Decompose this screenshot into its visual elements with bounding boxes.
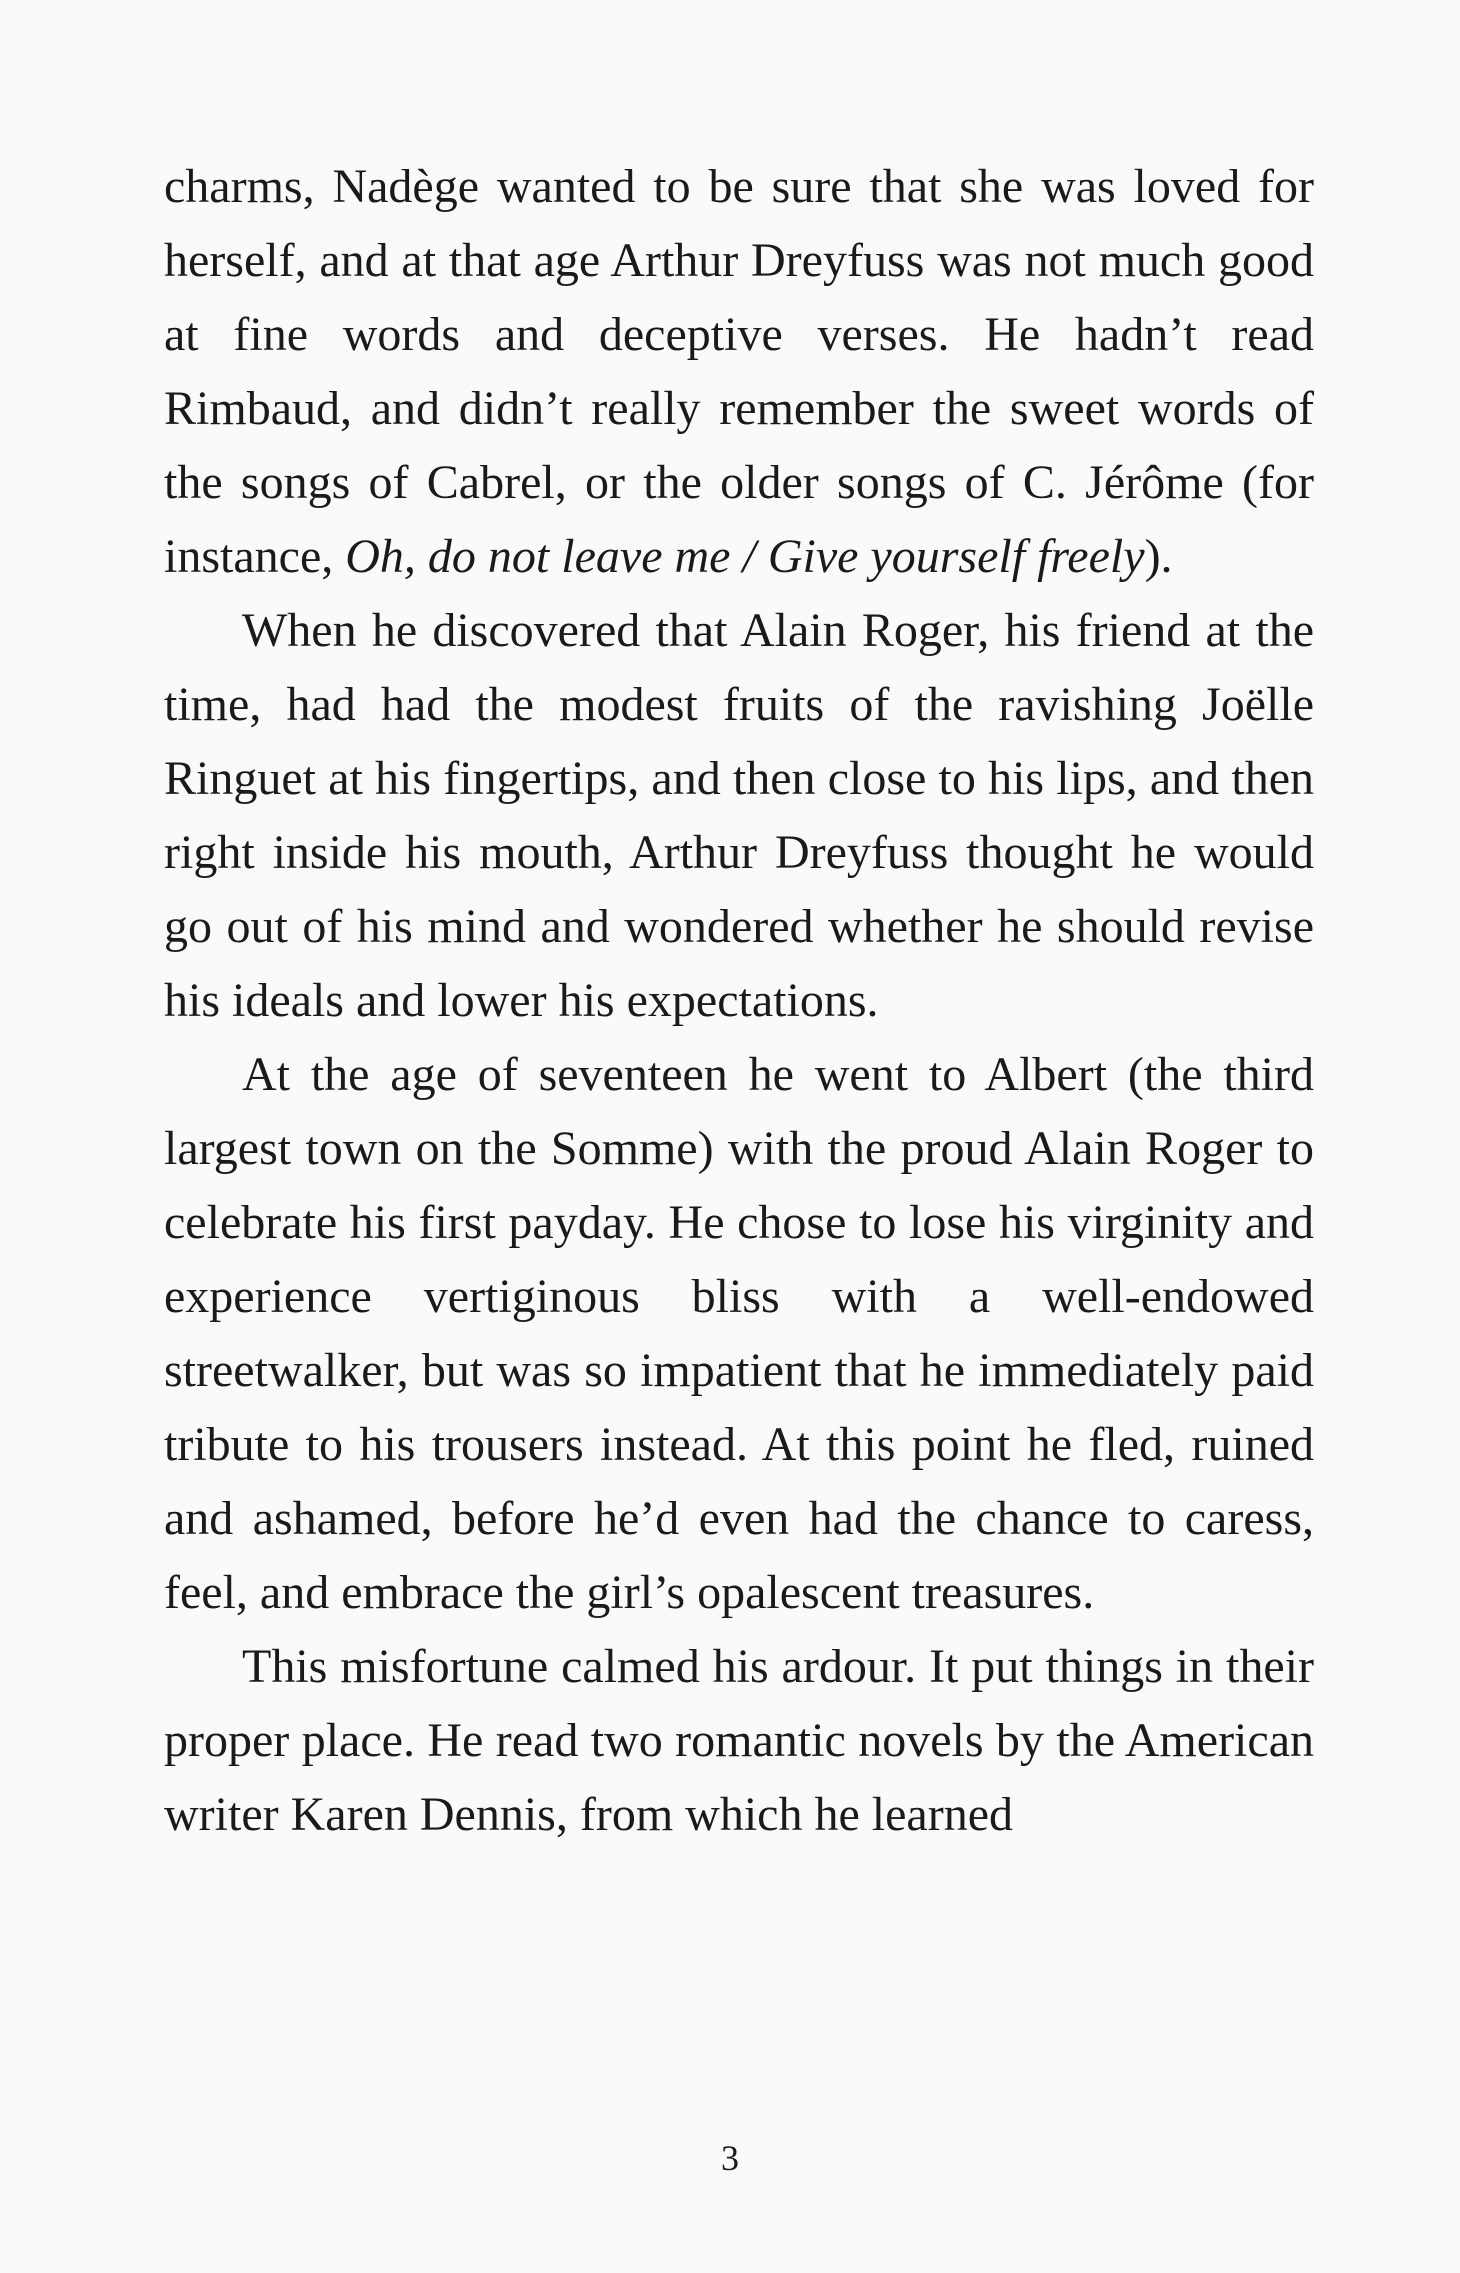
song-title-italic: Oh, do not leave me / Give yourself freely <box>345 530 1145 583</box>
paragraph-2: When he discovered that Alain Roger, his friend at the time, had had the modest fruits of the ravishing Joëlle Ringuet at his fingertips, and then close to his lips, and then right inside his mouth, Arthur Dreyfuss thought he would go out of his mind and wondered whether he should revise his ideals and lower his expectations. <box>164 604 1314 1027</box>
paragraph-4: This misfortune calmed his ardour. It put things in their proper place. He read two romantic novels by the American writer Karen Dennis, from which he learned <box>164 1640 1314 1841</box>
paragraph-3: At the age of seventeen he went to Albert (the third largest town on the Somme) with the proud Alain Roger to celebrate his first payday. He chose to lose his virginity and experience vertiginous bliss with a well-endowed streetwalker, but was so impatient that he immediately paid tribute to his trousers instead. At this point he fled, ruined and ashamed, before he’d even had the chance to caress, feel, and embrace the girl’s opalescent treasures. <box>164 1048 1314 1619</box>
paragraph-1-text: charms, Nadège wanted to be sure that she was loved for herself, and at that age Arthur Dreyfuss was not much good at fine words and deceptive verses. He hadn’t read Rimbaud, and didn’t really remember the sweet words of the songs of Cabrel, or the older songs of C. Jérôme (for instance, <box>164 160 1314 583</box>
page-number: 3 <box>721 2138 739 2178</box>
paragraph-1-closing: ). <box>1144 530 1173 583</box>
body-text <box>164 150 1314 1852</box>
paragraph-1 <box>164 150 1314 594</box>
